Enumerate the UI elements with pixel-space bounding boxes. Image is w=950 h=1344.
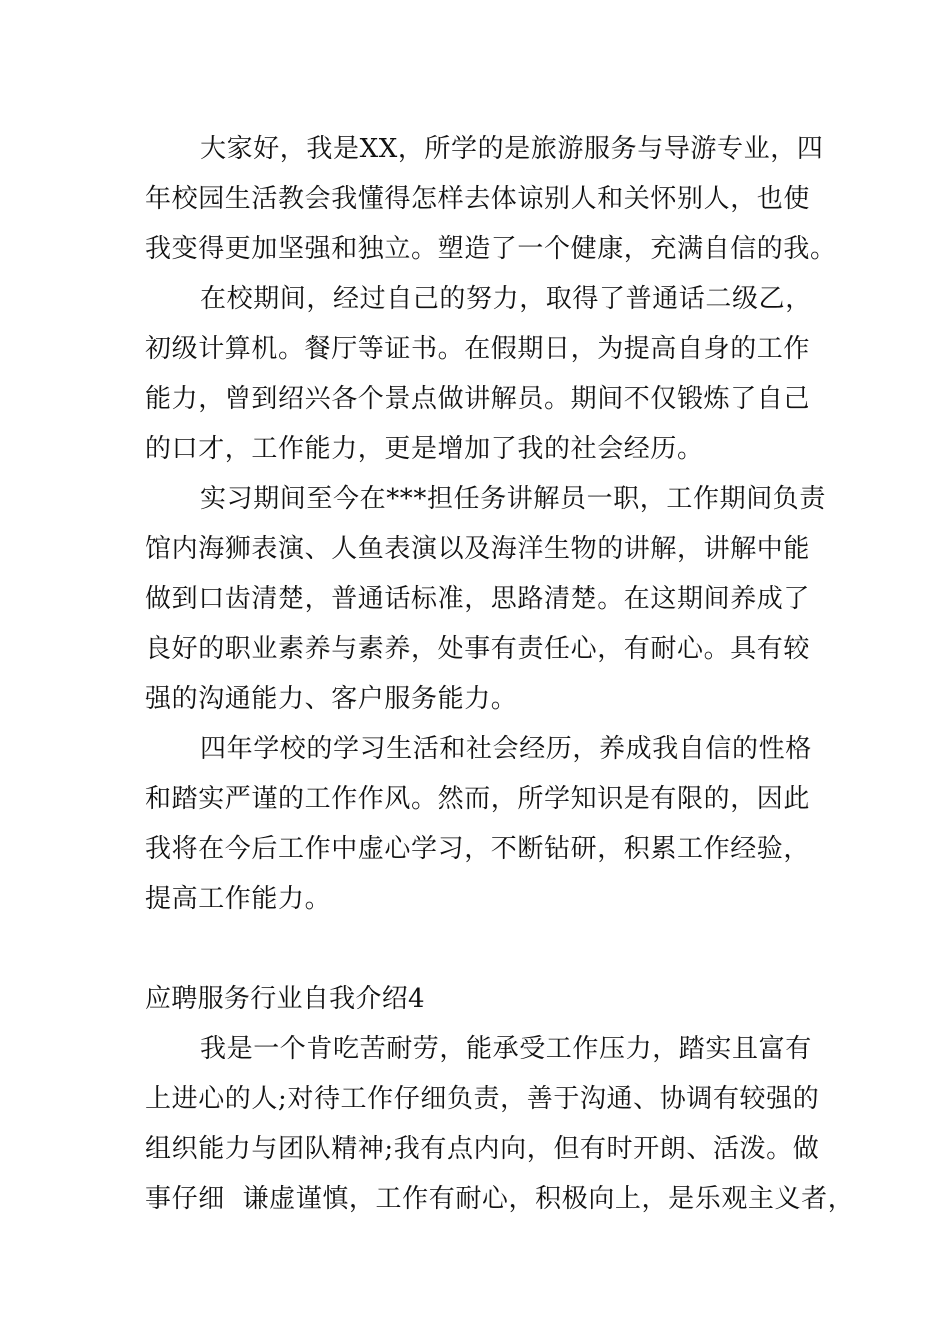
paragraph-line: 在校期间，经过自己的努力，取得了普通话二级乙，	[200, 284, 812, 314]
section-heading: 应聘服务行业自我介绍4	[145, 984, 425, 1014]
paragraph-line: 和踏实严谨的工作作风。然而，所学知识是有限的，因此	[145, 784, 811, 814]
paragraph-line: 实习期间至今在***担任务讲解员一职，工作期间负责	[200, 484, 827, 514]
paragraph-line: 做到口齿清楚，普通话标准，思路清楚。在这期间养成了	[145, 584, 811, 614]
paragraph-line: 的口才，工作能力，更是增加了我的社会经历。	[145, 434, 704, 464]
paragraph-line: 馆内海狮表演、人鱼表演以及海洋生物的讲解，讲解中能	[145, 534, 811, 564]
paragraph-line: 能力，曾到绍兴各个景点做讲解员。期间不仅锻炼了自己	[145, 384, 811, 414]
paragraph-line: 四年学校的学习生活和社会经历，养成我自信的性格	[200, 734, 812, 764]
paragraph-line: 组织能力与团队精神;我有点内向，但有时开朗、活泼。做	[145, 1134, 820, 1164]
paragraph-line: 我将在今后工作中虚心学习，不断钻研，积累工作经验，	[145, 834, 811, 864]
paragraph-line: 年校园生活教会我懂得怎样去体谅别人和关怀别人，也使	[145, 184, 811, 214]
paragraph-line: 初级计算机。餐厅等证书。在假期日，为提高自身的工作	[145, 334, 811, 364]
paragraph-line: 我变得更加坚强和独立。塑造了一个健康，充满自信的我。	[145, 234, 837, 264]
paragraph-line: 提高工作能力。	[145, 884, 332, 914]
paragraph-line: 事仔细 谦虚谨慎，工作有耐心，积极向上，是乐观主义者，	[145, 1184, 855, 1214]
paragraph-line: 大家好，我是XX，所学的是旅游服务与导游专业，四	[200, 134, 824, 164]
paragraph-line: 上进心的人;对待工作仔细负责，善于沟通、协调有较强的	[145, 1084, 820, 1114]
paragraph-line: 良好的职业素养与素养，处事有责任心，有耐心。具有较	[145, 634, 811, 664]
paragraph-line: 强的沟通能力、客户服务能力。	[145, 684, 518, 714]
paragraph-line: 我是一个肯吃苦耐劳，能承受工作压力，踏实且富有	[200, 1034, 812, 1064]
